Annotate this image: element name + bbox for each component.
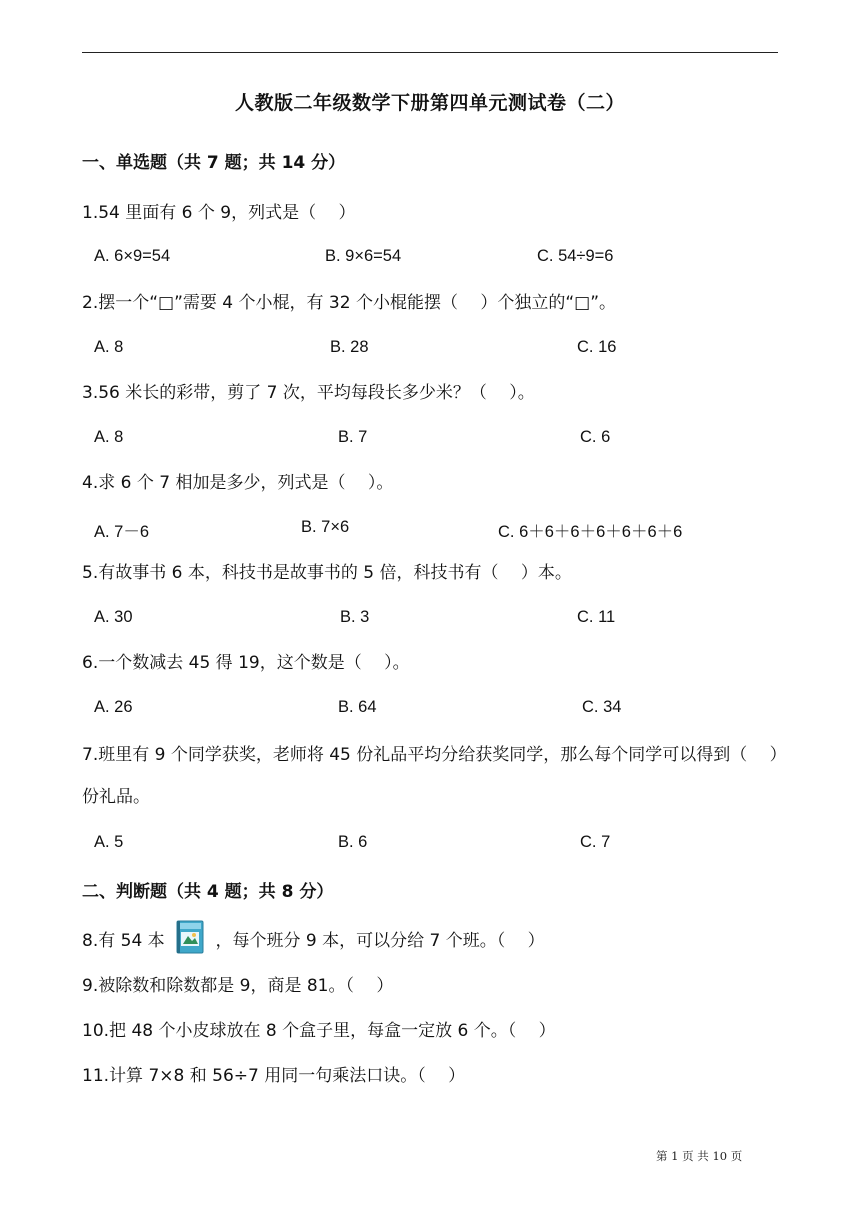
option-c: C. 7 bbox=[580, 833, 611, 851]
options-7 bbox=[94, 833, 774, 857]
options-3 bbox=[94, 428, 774, 452]
question-8-suffix: ，每个班分 9 本，可以分给 7 个班。（ ） bbox=[215, 931, 545, 951]
options-4 bbox=[94, 518, 774, 542]
question-1: 1.54 里面有 6 个 9，列式是（ ） bbox=[82, 203, 356, 223]
option-c: C. 16 bbox=[577, 338, 617, 356]
option-a: A. 8 bbox=[94, 338, 124, 356]
option-b: B. 7×6 bbox=[301, 518, 350, 536]
options-5 bbox=[94, 608, 774, 632]
option-b: B. 6 bbox=[338, 833, 368, 851]
question-5: 5.有故事书 6 本，科技书是故事书的 5 倍，科技书有（ ）本。 bbox=[82, 563, 572, 583]
question-8 bbox=[82, 924, 782, 958]
question-11: 11.计算 7×8 和 56÷7 用同一句乘法口诀。（ ） bbox=[82, 1066, 466, 1086]
option-c: C. 11 bbox=[577, 608, 616, 626]
options-1 bbox=[94, 247, 774, 271]
section-heading-judge: 二、判断题（共 4 题；共 8 分） bbox=[82, 882, 334, 902]
option-a: A. 5 bbox=[94, 833, 124, 851]
options-6 bbox=[94, 698, 774, 722]
option-b: B. 64 bbox=[338, 698, 377, 716]
option-a: A. 7－6 bbox=[94, 523, 150, 541]
question-6: 6.一个数减去 45 得 19，这个数是（ ）。 bbox=[82, 653, 410, 673]
option-b: B. 9×6=54 bbox=[325, 247, 402, 265]
option-c: C. 54÷9=6 bbox=[537, 247, 614, 265]
option-a: A. 6×9=54 bbox=[94, 247, 171, 265]
option-b: B. 3 bbox=[340, 608, 370, 626]
option-c: C. 6＋6＋6＋6＋6＋6＋6 bbox=[498, 523, 683, 541]
question-4: 4.求 6 个 7 相加是多少，列式是（ ）。 bbox=[82, 473, 394, 493]
question-10: 10.把 48 个小皮球放在 8 个盒子里，每盒一定放 6 个。（ ） bbox=[82, 1021, 556, 1041]
section-heading-choice: 一、单选题（共 7 题；共 14 分） bbox=[82, 153, 346, 173]
option-c: C. 6 bbox=[580, 428, 611, 446]
option-b: B. 28 bbox=[330, 338, 369, 356]
question-7: 7.班里有 9 个同学获奖，老师将 45 份礼品平均分给获奖同学，那么每个同学可以得到（ ）份礼品。 bbox=[82, 745, 779, 807]
page-title: 人教版二年级数学下册第四单元测试卷（二） bbox=[234, 92, 625, 114]
option-a: A. 8 bbox=[94, 428, 124, 446]
question-8-prefix: 8.有 54 本 bbox=[82, 931, 165, 951]
page-footer: 第 1 页 共 10 页 bbox=[656, 1149, 743, 1163]
question-2: 2.摆一个“□”需要 4 个小棍，有 32 个小棍能摆（ ）个独立的“□”。 bbox=[82, 293, 617, 313]
header-rule bbox=[82, 52, 778, 53]
option-c: C. 34 bbox=[582, 698, 622, 716]
question-3: 3.56 米长的彩带，剪了 7 次，平均每段长多少米？（ ）。 bbox=[82, 383, 535, 403]
options-2 bbox=[94, 338, 774, 362]
book-icon bbox=[176, 920, 204, 954]
option-a: A. 26 bbox=[94, 698, 133, 716]
option-b: B. 7 bbox=[338, 428, 368, 446]
question-9: 9.被除数和除数都是 9，商是 81。（ ） bbox=[82, 976, 394, 996]
option-a: A. 30 bbox=[94, 608, 133, 626]
